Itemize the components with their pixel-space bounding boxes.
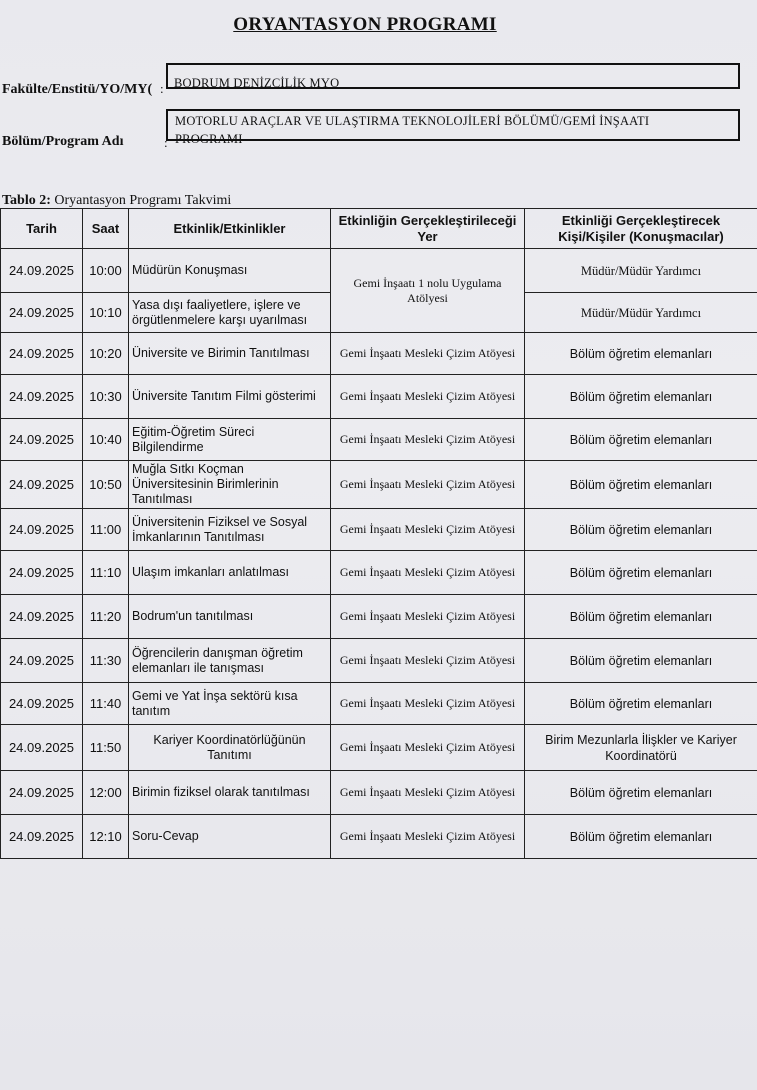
cell-time: 11:50 (83, 725, 129, 771)
header-time: Saat (83, 209, 129, 249)
cell-place: Gemi İnşaatı Mesleki Çizim Atöyesi (331, 683, 525, 725)
cell-date: 24.09.2025 (1, 639, 83, 683)
faculty-colon: : (160, 81, 164, 96)
cell-person: Bölüm öğretim elemanları (525, 595, 757, 639)
table-row (1, 815, 757, 859)
cell-person: Bölüm öğretim elemanları (525, 419, 757, 461)
cell-time: 10:20 (83, 333, 129, 375)
department-value-line2: PROGRAMI (175, 132, 243, 146)
table-caption (2, 193, 231, 209)
cell-person: Birim Mezunlarla İlişkler ve Kariyer Koordinatörü (525, 725, 757, 771)
cell-time: 10:40 (83, 419, 129, 461)
cell-date: 24.09.2025 (1, 293, 83, 333)
cell-person: Müdür/Müdür Yardımcı (525, 249, 757, 293)
cell-date: 24.09.2025 (1, 249, 83, 293)
cell-activity: Yasa dışı faaliyetlere, işlere ve örgütlenmelere karşı uyarılması (129, 293, 331, 333)
faculty-label: Fakülte/Enstitü/YO/MY( (2, 82, 153, 97)
cell-date: 24.09.2025 (1, 375, 83, 419)
table-row (1, 249, 757, 293)
department-label: Bölüm/Program Adı (2, 134, 124, 149)
header-place: Etkinliğin Gerçekleştirileceği Yer (331, 209, 525, 249)
cell-place: Gemi İnşaatı Mesleki Çizim Atöyesi (331, 551, 525, 595)
cell-activity: Gemi ve Yat İnşa sektörü kısa tanıtım (129, 683, 331, 725)
cell-time: 12:00 (83, 771, 129, 815)
cell-place: Gemi İnşaatı Mesleki Çizim Atöyesi (331, 725, 525, 771)
table-caption-text: Oryantasyon Programı Takvimi (50, 193, 232, 208)
cell-place: Gemi İnşaatı Mesleki Çizim Atöyesi (331, 815, 525, 859)
faculty-value: BODRUM DENİZCİLİK MYO (174, 76, 340, 90)
cell-activity: Birimin fiziksel olarak tanıtılması (129, 771, 331, 815)
cell-person: Bölüm öğretim elemanları (525, 509, 757, 551)
cell-activity: Ulaşım imkanları anlatılması (129, 551, 331, 595)
cell-person: Bölüm öğretim elemanları (525, 375, 757, 419)
table-row (1, 509, 757, 551)
table-row (1, 771, 757, 815)
cell-time: 11:20 (83, 595, 129, 639)
table-row (1, 725, 757, 771)
table-caption-prefix: Tablo 2: (2, 193, 51, 208)
cell-place: Gemi İnşaatı Mesleki Çizim Atöyesi (331, 595, 525, 639)
cell-date: 24.09.2025 (1, 419, 83, 461)
cell-time: 11:30 (83, 639, 129, 683)
orientation-table (0, 208, 757, 859)
table-row (1, 461, 757, 509)
cell-person: Bölüm öğretim elemanları (525, 771, 757, 815)
cell-place: Gemi İnşaatı Mesleki Çizim Atöyesi (331, 461, 525, 509)
cell-place: Gemi İnşaatı Mesleki Çizim Atöyesi (331, 375, 525, 419)
header-person: Etkinliği Gerçekleştirecek Kişi/Kişiler (Konuşmacılar) (525, 209, 757, 249)
cell-person: Müdür/Müdür Yardımcı (525, 293, 757, 333)
cell-time: 11:10 (83, 551, 129, 595)
header-activity: Etkinlik/Etkinlikler (129, 209, 331, 249)
table-header-row (1, 209, 757, 249)
table-row (1, 639, 757, 683)
page-title: ORYANTASYON PROGRAMI (233, 14, 497, 35)
table-row (1, 375, 757, 419)
cell-date: 24.09.2025 (1, 509, 83, 551)
cell-place-merged: Gemi İnşaatı 1 nolu Uygulama Atölyesi (331, 249, 525, 333)
cell-place: Gemi İnşaatı Mesleki Çizim Atöyesi (331, 509, 525, 551)
cell-time: 10:30 (83, 375, 129, 419)
cell-date: 24.09.2025 (1, 595, 83, 639)
cell-person: Bölüm öğretim elemanları (525, 461, 757, 509)
cell-place: Gemi İnşaatı Mesleki Çizim Atöyesi (331, 771, 525, 815)
cell-activity: Üniversite Tanıtım Filmi gösterimi (129, 375, 331, 419)
table-row (1, 551, 757, 595)
cell-activity: Muğla Sıtkı Koçman Üniversitesinin Birimlerinin Tanıtılması (129, 461, 331, 509)
cell-place: Gemi İnşaatı Mesleki Çizim Atöyesi (331, 419, 525, 461)
header-date: Tarih (1, 209, 83, 249)
cell-place: Gemi İnşaatı Mesleki Çizim Atöyesi (331, 639, 525, 683)
table-row (1, 419, 757, 461)
cell-activity: Üniversite ve Birimin Tanıtılması (129, 333, 331, 375)
cell-time: 10:00 (83, 249, 129, 293)
cell-activity: Soru-Cevap (129, 815, 331, 859)
cell-date: 24.09.2025 (1, 551, 83, 595)
cell-time: 10:10 (83, 293, 129, 333)
cell-time: 11:40 (83, 683, 129, 725)
cell-time: 10:50 (83, 461, 129, 509)
cell-activity: Müdürün Konuşması (129, 249, 331, 293)
department-colon: : (164, 135, 168, 150)
cell-time: 11:00 (83, 509, 129, 551)
cell-activity: Kariyer Koordinatörlüğünün Tanıtımı (129, 725, 331, 771)
cell-date: 24.09.2025 (1, 815, 83, 859)
cell-person: Bölüm öğretim elemanları (525, 683, 757, 725)
cell-date: 24.09.2025 (1, 771, 83, 815)
cell-person: Bölüm öğretim elemanları (525, 639, 757, 683)
cell-activity: Üniversitenin Fiziksel ve Sosyal İmkanlarının Tanıtılması (129, 509, 331, 551)
table-row (1, 683, 757, 725)
cell-activity: Öğrencilerin danışman öğretim elemanları ile tanışması (129, 639, 331, 683)
department-value-line1: MOTORLU ARAÇLAR VE ULAŞTIRMA TEKNOLOJİLERİ BÖLÜMÜ/GEMİ İNŞAATI (175, 114, 650, 128)
cell-place: Gemi İnşaatı Mesleki Çizim Atöyesi (331, 333, 525, 375)
cell-person: Bölüm öğretim elemanları (525, 815, 757, 859)
cell-date: 24.09.2025 (1, 333, 83, 375)
cell-activity: Eğitim-Öğretim Süreci Bilgilendirme (129, 419, 331, 461)
cell-person: Bölüm öğretim elemanları (525, 333, 757, 375)
table-row (1, 595, 757, 639)
cell-person: Bölüm öğretim elemanları (525, 551, 757, 595)
cell-date: 24.09.2025 (1, 461, 83, 509)
cell-date: 24.09.2025 (1, 725, 83, 771)
cell-date: 24.09.2025 (1, 683, 83, 725)
cell-activity: Bodrum'un tanıtılması (129, 595, 331, 639)
table-row (1, 333, 757, 375)
cell-time: 12:10 (83, 815, 129, 859)
